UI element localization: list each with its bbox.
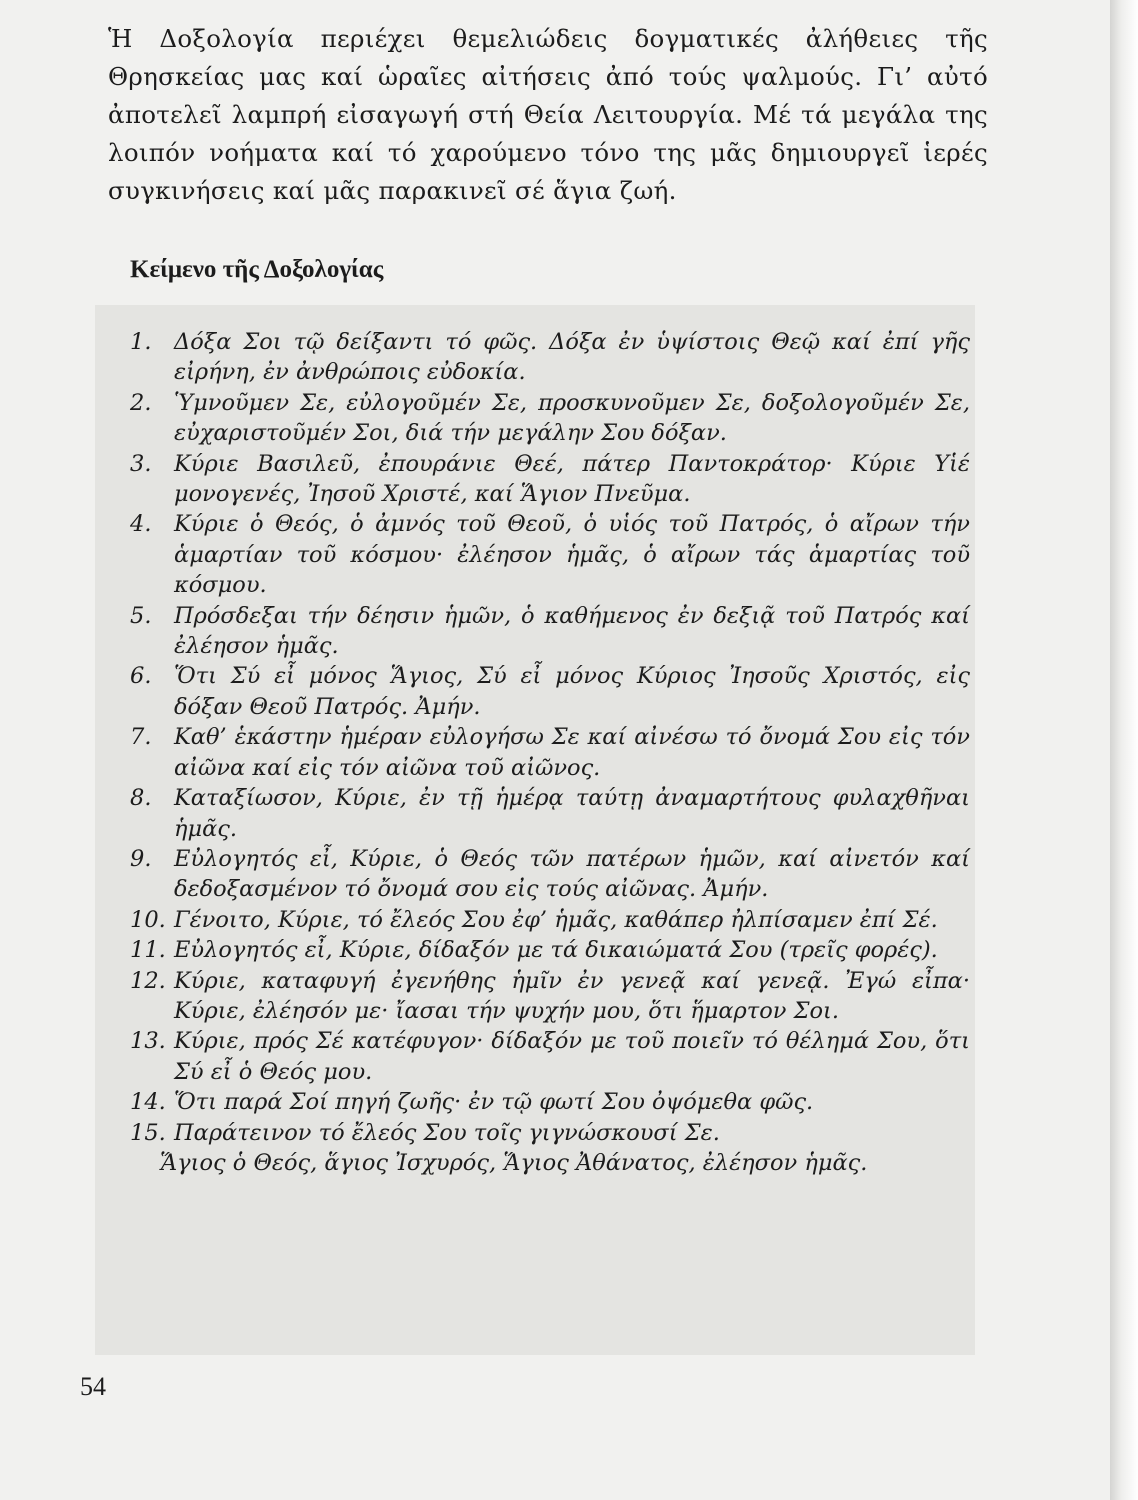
doxology-verse-list bbox=[130, 327, 970, 1178]
verse-text: Γένοιτο, Κύριε, τό ἔλεός Σου ἐφ’ ἡμᾶς, καθάπερ ἠλπίσαμεν ἐπί Σέ. bbox=[174, 906, 938, 933]
verse-number: 6. bbox=[130, 663, 152, 690]
verse-item bbox=[130, 966, 970, 1027]
verse-text: Ὅτι παρά Σοί πηγή ζωῆς· ἐν τῷ φωτί Σου ὀψόμεθα φῶς. bbox=[174, 1089, 814, 1116]
verse-number: 5. bbox=[130, 602, 152, 629]
verse-text: Παράτεινον τό ἔλεός Σου τοῖς γιγνώσκουσί Σε. bbox=[174, 1119, 720, 1146]
verse-item bbox=[130, 388, 970, 449]
verse-item bbox=[130, 509, 970, 600]
verse-text: Ὑμνοῦμεν Σε, εὐλογοῦμέν Σε, προσκυνοῦμεν Σε, δοξολογοῦμέν Σε, εὐχαριστοῦμέν Σοι, διά τήν μεγάλην Σου δόξαν. bbox=[174, 389, 970, 447]
verse-number: 1. bbox=[130, 329, 152, 355]
verse-number: 7. bbox=[130, 724, 152, 751]
verse-number: 13. bbox=[130, 1028, 166, 1055]
verse-text: Ὅτι Σύ εἶ μόνος Ἅγιος, Σύ εἶ μόνος Κύριος Ἰησοῦς Χριστός, εἰς δόξαν Θεοῦ Πατρός. Ἀμήν. bbox=[174, 663, 970, 720]
section-heading: Κείμενο τῆς Δοξολογίας bbox=[130, 256, 384, 283]
verse-item bbox=[130, 783, 970, 844]
verse-item bbox=[130, 661, 970, 722]
verse-number: 14. bbox=[130, 1089, 166, 1116]
verse-text: Κύριε Βασιλεῦ, ἐπουράνιε Θεέ, πάτερ Παντοκράτορ· Κύριε Υἱέ μονογενές, Ἰησοῦ Χριστέ, καί Ἅγιον Πνεῦμα. bbox=[174, 450, 970, 508]
verse-item bbox=[130, 449, 970, 510]
verse-number: 4. bbox=[130, 511, 152, 538]
verse-text: Κύριε, καταφυγή ἐγενήθης ἡμῖν ἐν γενεᾷ καί γενεᾷ. Ἐγώ εἶπα· Κύριε, ἐλέησόν με· ἴασαι τήν ψυχήν μου, ὅτι ἥμαρτον Σοι. bbox=[174, 967, 970, 1024]
verse-text: Εὐλογητός εἶ, Κύριε, ὁ Θεός τῶν πατέρων ἡμῶν, καί αἰνετόν καί δεδοξασμένον τό ὄνομά σου εἰς τούς αἰῶνας. Ἀμήν. bbox=[174, 845, 970, 903]
verse-item bbox=[130, 1087, 970, 1117]
verse-number: 2. bbox=[130, 389, 152, 416]
verse-item bbox=[130, 935, 970, 965]
verse-number: 15. bbox=[130, 1119, 166, 1146]
verse-item bbox=[130, 1026, 970, 1087]
verse-text: Κύριε ὁ Θεός, ὁ ἀμνός τοῦ Θεοῦ, ὁ υἱός τοῦ Πατρός, ὁ αἴρων τήν ἁμαρτίαν τοῦ κόσμου· ἐλέησον ἡμᾶς, ὁ αἴρων τάς ἁμαρτίας τοῦ κόσμου. bbox=[174, 511, 970, 599]
verse-item bbox=[130, 327, 970, 388]
verse-text: Κύριε, πρός Σέ κατέφυγον· δίδαξόν με τοῦ ποιεῖν τό θέλημά Σου, ὅτι Σύ εἶ ὁ Θεός μου. bbox=[174, 1028, 970, 1085]
closing-line: Ἅγιος ὁ Θεός, ἅγιος Ἰσχυρός, Ἅγιος Ἀθάνατος, ἐλέησον ἡμᾶς. bbox=[160, 1149, 868, 1176]
verse-item bbox=[130, 1118, 970, 1148]
verse-text: Πρόσδεξαι τήν δέησιν ἡμῶν, ὁ καθήμενος ἐν δεξιᾷ τοῦ Πατρός καί ἐλέησον ἡμᾶς. bbox=[174, 602, 970, 660]
page-number: 54 bbox=[80, 1372, 106, 1401]
verse-item bbox=[130, 905, 970, 935]
verse-text: Δόξα Σοι τῷ δείξαντι τό φῶς. Δόξα ἐν ὑψίστοις Θεῷ καί ἐπί γῆς εἰρήνη, ἐν ἀνθρώποις εὐδοκία. bbox=[174, 329, 970, 386]
verse-item bbox=[130, 601, 970, 662]
verse-item bbox=[130, 844, 970, 905]
verse-text: Εὐλογητός εἶ, Κύριε, δίδαξόν με τά δικαιώματά Σου (τρεῖς φορές). bbox=[174, 937, 938, 964]
verse-number: 8. bbox=[130, 785, 152, 812]
verse-text: Καταξίωσον, Κύριε, ἐν τῇ ἡμέρᾳ ταύτῃ ἀναμαρτήτους φυλαχθῆναι ἡμᾶς. bbox=[174, 785, 970, 842]
verse-number: 9. bbox=[130, 845, 152, 872]
verse-item bbox=[130, 722, 970, 783]
verse-number: 12. bbox=[130, 967, 166, 994]
verse-number: 10. bbox=[130, 906, 166, 933]
verse-number: 3. bbox=[130, 450, 152, 477]
verse-text: Καθ’ ἑκάστην ἡμέραν εὐλογήσω Σε καί αἰνέσω τό ὄνομά Σου εἰς τόν αἰῶνα καί εἰς τόν αἰῶνα τοῦ αἰῶνος. bbox=[174, 724, 970, 781]
page-edge bbox=[1110, 0, 1138, 1500]
verse-number: 11. bbox=[130, 937, 166, 964]
intro-paragraph: Ἡ Δοξολογία περιέχει θεμελιώδεις δογματικές ἀλήθειες τῆς Θρησκείας μας καί ὡραῖες αἰτήσεις ἀπό τούς ψαλμούς. Γι’ αὐτό ἀποτελεῖ λαμπρή εἰσαγωγή στή Θεία Λειτουργία. Μέ τά μεγάλα της λοιπόν νοήματα καί τό χαρούμενο τόνο της μᾶς δημιουργεῖ ἱερές συγκινήσεις καί μᾶς παρακινεῖ σέ ἅγια ζωή. bbox=[108, 24, 988, 205]
